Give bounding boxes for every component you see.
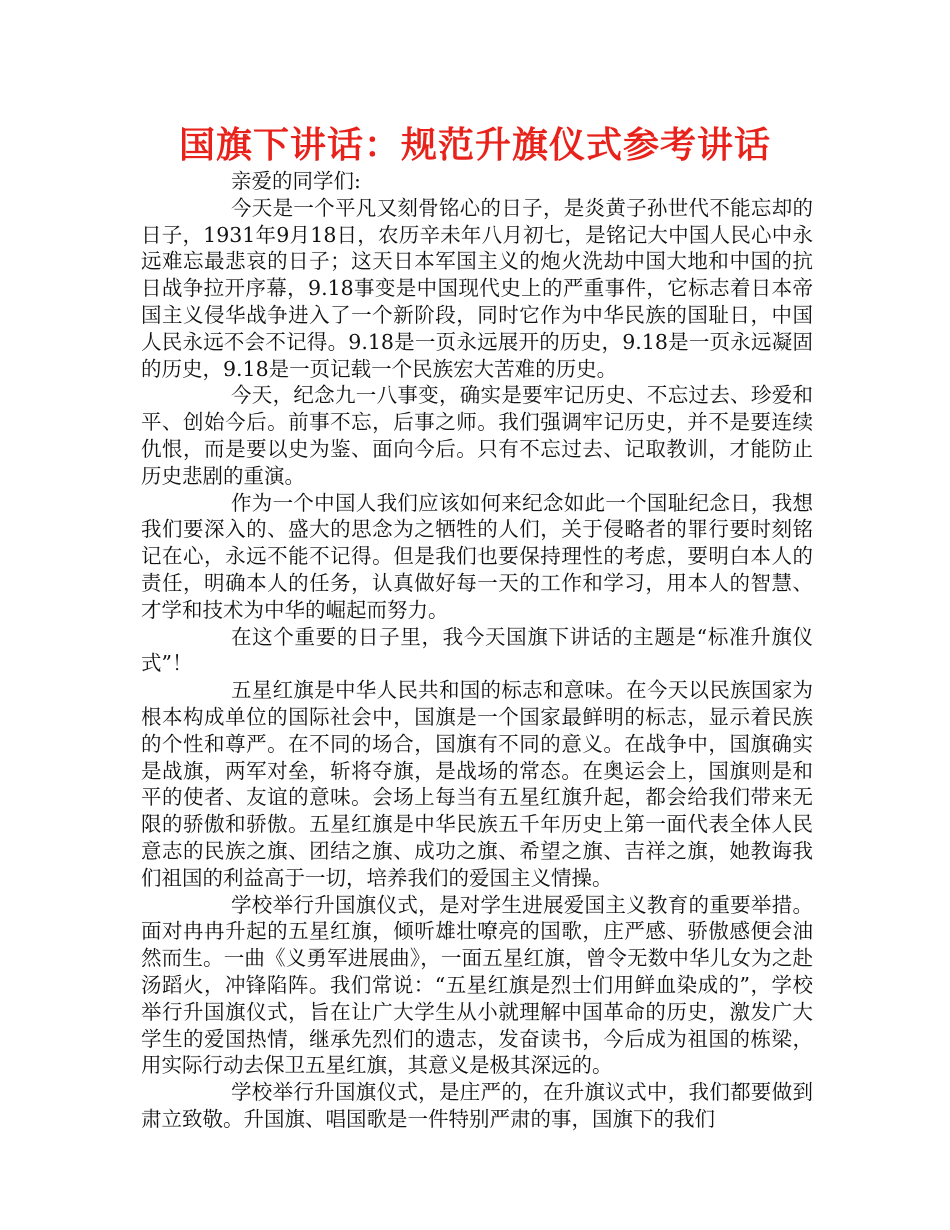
greeting: 亲爱的同学们: [231, 169, 361, 193]
paragraph: 学校举行升国旗仪式，是庄严的，在升旗议式中，我们都要做到肃立致敬。升国旗、唱国歌是一件特别严肃的事，国旗下的我们 [141, 1080, 813, 1131]
document-title: 国旗下讲话：规范升旗仪式参考讲话 [178, 125, 771, 166]
paragraph: 今天，纪念九一八事变，确实是要牢记历史、不忘过去、珍爱和平、创始今后。前事不忘，后事之师。我们强调牢记历史，并不是要连续仇恨，而是要以史为鉴、面向今后。只有不忘过去、记取教训，才能防止历史悲剧的重演。 [141, 383, 813, 488]
paragraph: 五星红旗是中华人民共和国的标志和意味。在今天以民族国家为根本构成单位的国际社会中，国旗是一个国家最鲜明的标志，显示着民族的个性和尊严。在不同的场合，国旗有不同的意义。在战争中，国旗确实是战旗，两军对垒，斩将夺旗，是战场的常态。在奥运会上，国旗则是和平的使者、友谊的意味。会场上每当有五星红旗升起，都会给我们带来无限的骄傲和骄傲。五星红旗是中华民族五千年历史上第一面代表全体人民意志的民族之旗、团结之旗、成功之旗、希望之旗、吉祥之旗，她教诲我们祖国的利益高于一切，培养我们的爱国主义情操。 [141, 678, 813, 890]
paragraph: 今天是一个平凡又刻骨铭心的日子，是炎黄子孙世代不能忘却的日子，1931年9月18日，农历辛未年八月初七，是铭记大中国人民心中永远难忘最悲哀的日子；这天日本军国主义的炮火洗劫中国大地和中国的抗日战争拉开序幕，9.18事变是中国现代史上的严重事件，它标志着日本帝国主义侵华战争进入了一个新阶段，同时它作为中华民族的国耻日，中国人民永远不会不记得。9.18是一页永远展开的历史，9.18是一页永远凝固的历史，9.18是一页记载一个民族宏大苦难的历史。 [141, 195, 813, 381]
paragraph: 学校举行升国旗仪式，是对学生进展爱国主义教育的重要举措。面对冉冉升起的五星红旗，倾听雄壮嘹亮的国歌，庄严感、骄傲感便会油然而生。一曲《义勇军进展曲》，一面五星红旗，曾令无数中华儿女为之赴汤蹈火，冲锋陷阵。我们常说：“五星红旗是烈士们用鲜血染成的”，学校举行升国旗仪式，旨在让广大学生从小就理解中国革命的历史，激发广大学生的爱国热情，继承先烈们的遗志，发奋读书，今后成为祖国的栋梁，用实际行动去保卫五星红旗，其意义是极其深远的。 [141, 892, 813, 1078]
paragraph: 在这个重要的日子里，我今天国旗下讲话的主题是“标准升旗仪式”！ [141, 624, 813, 676]
document-body [141, 168, 813, 1133]
paragraph: 作为一个中国人我们应该如何来纪念如此一个国耻纪念日，我想我们要深入的、盛大的思念为之牺牲的人们，关于侵略者的罪行要时刻铭记在心，永远不能不记得。但是我们也要保持理性的考虑，要明白本人的责任，明确本人的任务，认真做好每一天的工作和学习，用本人的智慧、才学和技术为中华的崛起而努力。 [141, 490, 813, 622]
